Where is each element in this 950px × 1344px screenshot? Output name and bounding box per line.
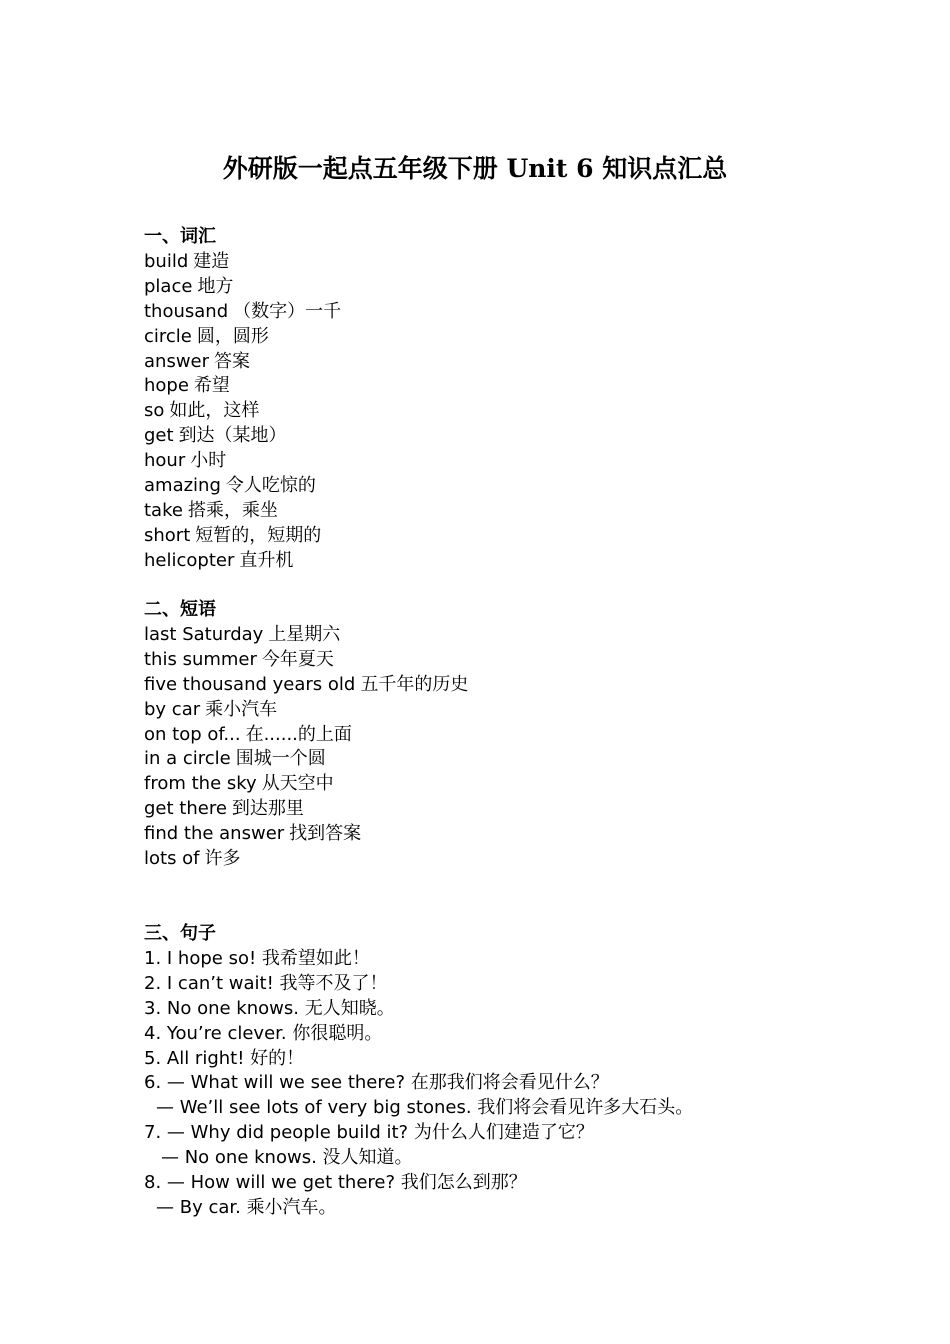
phrase-english: from the sky bbox=[144, 773, 257, 795]
page-title: 外研版一起点五年级下册 Unit 6 知识点汇总 bbox=[222, 154, 728, 183]
sentence-line: 4. You’re clever. 你很聪明。 bbox=[144, 1022, 383, 1044]
vocab-meaning: 到达（某地） bbox=[178, 425, 287, 447]
vocab-meaning: 希望 bbox=[193, 375, 230, 397]
section-heading-vocabulary: 一、词汇 bbox=[144, 226, 216, 247]
vocab-item bbox=[144, 474, 904, 499]
section-heading-phrases: 二、短语 bbox=[144, 599, 216, 620]
vocab-item bbox=[144, 549, 904, 574]
vocab-meaning: 令人吃惊的 bbox=[225, 475, 316, 497]
phrase-meaning: 在......的上面 bbox=[245, 723, 352, 745]
sentence-line: 1. I hope so! 我希望如此！ bbox=[144, 947, 370, 969]
vocab-item bbox=[144, 374, 904, 399]
sentence-line: 5. All right! 好的！ bbox=[144, 1047, 305, 1069]
sentence-reply-line: — By car. 乘小汽车。 bbox=[156, 1196, 337, 1218]
phrase-meaning: 上星期六 bbox=[268, 623, 341, 645]
sentence-reply-line: — We’ll see lots of very big stones. 我们将会看见许多大石头。 bbox=[156, 1097, 694, 1119]
vocab-meaning: 答案 bbox=[214, 350, 251, 372]
vocab-meaning: 如此，这样 bbox=[169, 400, 260, 422]
vocab-word: hope bbox=[144, 375, 189, 397]
phrase-english: find the answer bbox=[144, 823, 285, 845]
sentence-line: 7. — Why did people build it? 为什么人们建造了它？ bbox=[144, 1122, 594, 1144]
vocab-word: answer bbox=[144, 350, 210, 372]
phrase-item bbox=[144, 847, 904, 872]
sentence-line: 6. — What will we see there? 在那我们将会看见什么？ bbox=[144, 1072, 609, 1094]
phrase-item bbox=[144, 797, 904, 822]
phrase-meaning: 今年夏天 bbox=[261, 648, 334, 670]
vocab-word: build bbox=[144, 250, 189, 272]
phrase-meaning: 围城一个圆 bbox=[235, 748, 326, 770]
phrase-english: lots of bbox=[144, 848, 200, 870]
vocab-meaning: 短暂的，短期的 bbox=[195, 524, 322, 546]
vocab-word: take bbox=[144, 499, 183, 521]
vocab-word: amazing bbox=[144, 475, 221, 497]
phrase-meaning: 到达那里 bbox=[231, 798, 304, 820]
phrase-english: by car bbox=[144, 698, 201, 720]
phrase-meaning: 找到答案 bbox=[289, 823, 362, 845]
phrase-item bbox=[144, 747, 904, 772]
phrase-meaning: 从天空中 bbox=[261, 773, 334, 795]
vocab-meaning: 小时 bbox=[190, 450, 227, 472]
vocab-meaning: 地方 bbox=[197, 275, 234, 297]
vocab-item bbox=[144, 449, 904, 474]
phrase-english: on top of... bbox=[144, 723, 241, 745]
vocab-meaning: 直升机 bbox=[239, 549, 294, 571]
sentence-line: 8. — How will we get there? 我们怎么到那？ bbox=[144, 1172, 527, 1194]
vocab-word: so bbox=[144, 400, 165, 422]
phrase-meaning: 五千年的历史 bbox=[360, 673, 469, 695]
vocab-word: get bbox=[144, 425, 174, 447]
vocab-word: short bbox=[144, 524, 191, 546]
phrase-meaning: 乘小汽车 bbox=[205, 698, 278, 720]
phrase-english: get there bbox=[144, 798, 227, 820]
phrase-item bbox=[144, 648, 904, 673]
phrase-english: this summer bbox=[144, 648, 257, 670]
vocab-item bbox=[144, 325, 904, 350]
sentence-line: 3. No one knows. 无人知晓。 bbox=[144, 997, 395, 1019]
phrase-english: five thousand years old bbox=[144, 673, 356, 695]
phrase-english: last Saturday bbox=[144, 623, 264, 645]
phrase-item bbox=[144, 772, 904, 797]
phrases-section bbox=[144, 598, 904, 872]
vocab-word: hour bbox=[144, 450, 186, 472]
vocab-item bbox=[144, 300, 904, 325]
vocab-item bbox=[144, 350, 904, 375]
phrase-item bbox=[144, 698, 904, 723]
vocab-word: helicopter bbox=[144, 549, 235, 571]
vocab-item bbox=[144, 524, 904, 549]
vocab-item bbox=[144, 399, 904, 424]
section-heading-sentences: 三、句子 bbox=[144, 923, 216, 944]
sentence-reply-line: — No one knows. 没人知道。 bbox=[161, 1147, 413, 1169]
vocab-meaning: 搭乘，乘坐 bbox=[187, 499, 278, 521]
phrase-item bbox=[144, 623, 904, 648]
vocab-word: place bbox=[144, 275, 193, 297]
sentences-section bbox=[144, 922, 904, 1221]
phrase-item bbox=[144, 723, 904, 748]
phrase-item bbox=[144, 673, 904, 698]
vocab-item bbox=[144, 424, 904, 449]
vocab-word: circle bbox=[144, 325, 192, 347]
vocab-item bbox=[144, 250, 904, 275]
phrase-english: in a circle bbox=[144, 748, 231, 770]
vocab-meaning: 圆，圆形 bbox=[196, 325, 269, 347]
sentence-line: 2. I can’t wait! 我等不及了！ bbox=[144, 972, 388, 994]
vocab-word: thousand bbox=[144, 300, 229, 322]
vocab-meaning: （数字）一千 bbox=[233, 300, 342, 322]
phrase-meaning: 许多 bbox=[204, 848, 241, 870]
vocab-item bbox=[144, 499, 904, 524]
vocab-meaning: 建造 bbox=[193, 250, 230, 272]
vocab-item bbox=[144, 275, 904, 300]
vocabulary-section bbox=[144, 225, 904, 574]
phrase-item bbox=[144, 822, 904, 847]
